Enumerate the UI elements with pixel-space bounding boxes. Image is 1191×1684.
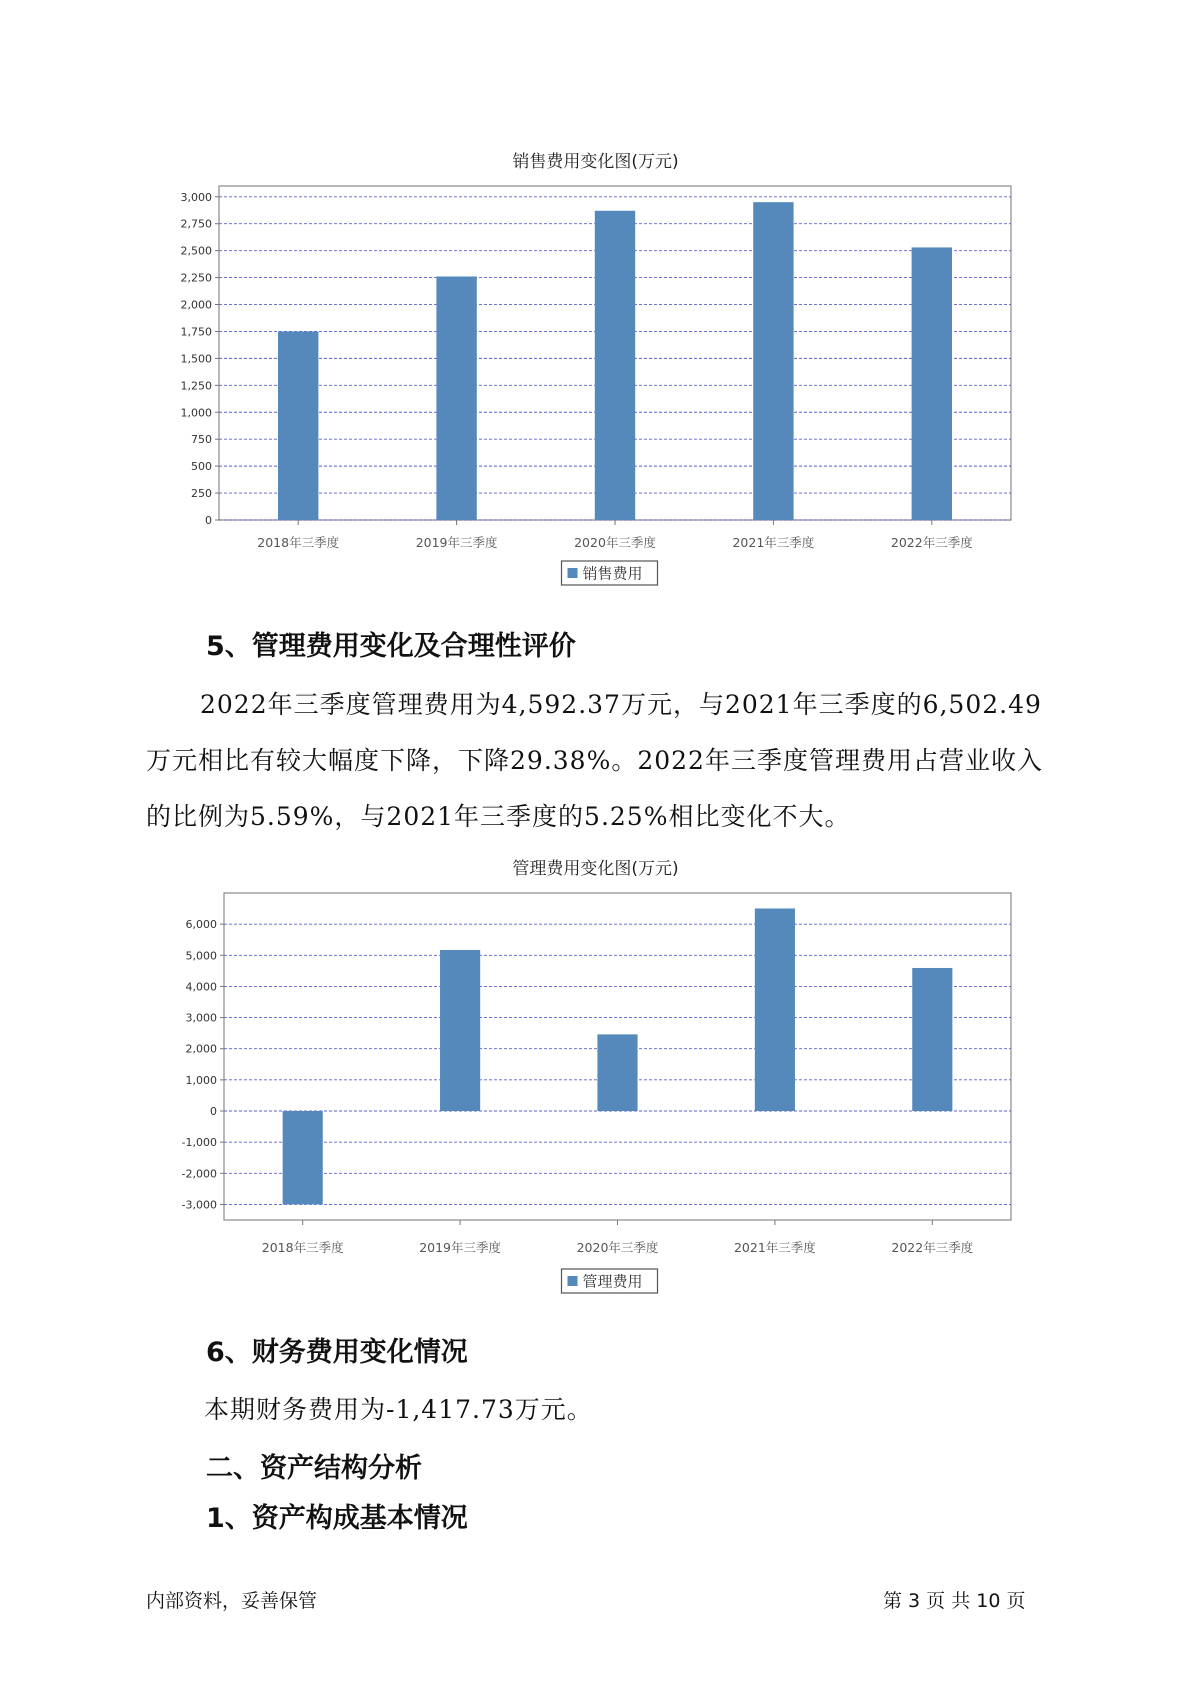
bar: [912, 247, 952, 520]
y-tick-label: 250: [191, 487, 212, 501]
y-tick-label: 2,250: [180, 271, 212, 285]
y-tick-label: 2,000: [180, 298, 212, 312]
y-tick-label: 6,000: [185, 918, 217, 932]
y-tick-label: 4,000: [185, 980, 217, 994]
bar: [753, 202, 793, 520]
sales-expense-chart: [0, 180, 1191, 600]
legend-label: 销售费用: [582, 564, 643, 583]
bar: [595, 211, 635, 520]
category-label: 2018年三季度: [257, 535, 340, 550]
category-label: 2022年三季度: [891, 1240, 974, 1255]
category-label: 2019年三季度: [415, 535, 498, 550]
category-label: 2021年三季度: [732, 535, 815, 550]
section5-paragraph: [146, 677, 1046, 845]
bar: [912, 968, 952, 1111]
y-tick-label: 2,750: [180, 217, 212, 231]
bar: [755, 908, 795, 1111]
section5-heading: 5、管理费用变化及合理性评价: [206, 631, 576, 662]
y-tick-label: 3,000: [180, 190, 212, 204]
legend-swatch: [568, 1276, 578, 1286]
y-tick-label: -3,000: [181, 1198, 217, 1212]
part2-subheading: 1、资产构成基本情况: [206, 1503, 468, 1534]
bar: [597, 1034, 637, 1111]
bar: [278, 331, 318, 520]
bar: [440, 950, 480, 1111]
part2-heading: 二、资产结构分析: [206, 1453, 422, 1484]
y-tick-label: -1,000: [181, 1136, 217, 1150]
y-tick-label: 0: [205, 514, 212, 527]
y-tick-label: 1,500: [180, 352, 212, 366]
bar: [436, 277, 476, 520]
bar: [283, 1111, 323, 1204]
category-label: 2019年三季度: [419, 1240, 502, 1255]
y-tick-label: 2,500: [180, 244, 212, 258]
sales-chart-title: 销售费用变化图(万元): [512, 152, 679, 172]
section5-text: 2022年三季度管理费用为4,592.37万元，与2021年三季度的6,502.49万元相比有较大幅度下降，下降29.38%。2022年三季度管理费用占营业收入的比例为5.59%，与2021年三季度的5.25%相比变化不大。: [146, 690, 1043, 831]
y-tick-label: 5,000: [185, 949, 217, 963]
footer-confidential: 内部资料，妥善保管: [146, 1590, 318, 1612]
y-tick-label: 1,250: [180, 379, 212, 393]
category-label: 2018年三季度: [261, 1240, 344, 1255]
legend-label: 管理费用: [582, 1272, 643, 1291]
y-tick-label: 1,000: [180, 406, 212, 420]
category-label: 2021年三季度: [733, 1240, 816, 1255]
y-tick-label: 750: [191, 433, 212, 447]
section6-heading: 6、财务费用变化情况: [206, 1337, 468, 1368]
y-tick-label: -2,000: [181, 1167, 217, 1181]
category-label: 2020年三季度: [576, 1240, 659, 1255]
y-tick-label: 500: [191, 460, 212, 474]
y-tick-label: 0: [210, 1105, 217, 1118]
y-tick-label: 1,750: [180, 325, 212, 339]
y-tick-label: 1,000: [185, 1073, 217, 1087]
y-tick-label: 3,000: [185, 1011, 217, 1025]
y-tick-label: 2,000: [185, 1042, 217, 1056]
category-label: 2020年三季度: [574, 535, 656, 550]
category-label: 2022年三季度: [890, 535, 973, 550]
admin-chart-title: 管理费用变化图(万元): [512, 859, 679, 879]
legend-swatch: [568, 568, 578, 578]
section6-text: 本期财务费用为-1,417.73万元。: [204, 1395, 593, 1424]
footer-page-number: 第 3 页 共 10 页: [883, 1590, 1026, 1612]
admin-expense-chart: [0, 888, 1191, 1308]
